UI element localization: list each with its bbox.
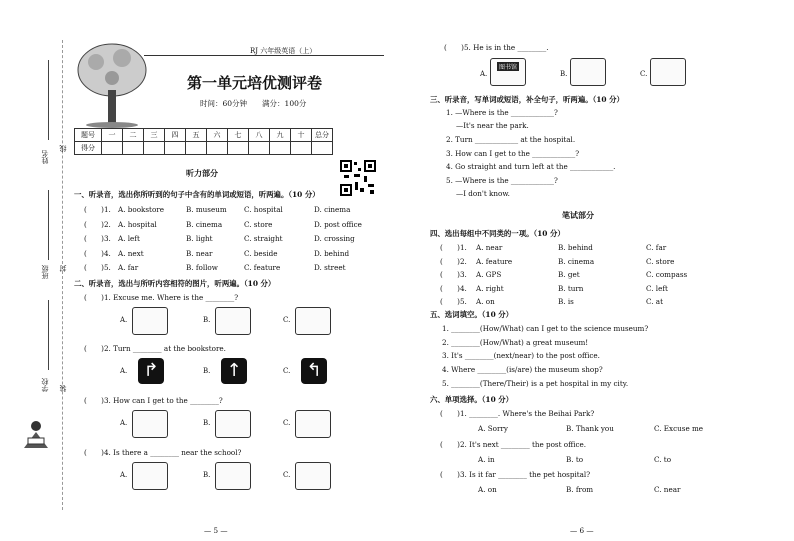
sec3-title: 三、听录音，写单词或短语，补全句子，听两遍。（10 分） — [430, 95, 624, 104]
option-b: B. museum — [186, 205, 227, 214]
building-picture — [295, 307, 331, 335]
fill-line: 4. Where ________(is/are) the museum shop? — [442, 365, 603, 375]
option-a: A. far — [118, 263, 139, 272]
option-b: B. light — [186, 234, 213, 243]
building-picture — [215, 307, 251, 335]
option-d: D. street — [314, 263, 346, 272]
building-picture — [295, 462, 331, 490]
qr-code[interactable] — [340, 160, 376, 196]
score-cell[interactable] — [270, 142, 291, 155]
question-text: ( )4. Is there a ________ near the school? — [84, 448, 242, 457]
building-picture — [295, 410, 331, 438]
fill-line: 5. —Where is the ____________? — [446, 176, 558, 185]
item-number[interactable]: ( )3. — [84, 234, 111, 243]
score-header-cell: 六 — [207, 129, 228, 142]
question-text: ( )2. It's next ________ the post office. — [440, 439, 587, 449]
r-q5-question: ( )5. He is in the ________. — [444, 43, 549, 52]
score-header-cell: 四 — [165, 129, 186, 142]
option-b[interactable]: B. from — [566, 485, 594, 494]
option-c: C. straight — [244, 234, 283, 243]
library-sign: 图书馆 — [499, 64, 518, 71]
fill-line: 3. It's ________(next/near) to the post office. — [442, 351, 600, 361]
direction-sign-icon: ↰ — [301, 358, 327, 384]
question-text: ( )1. ________. Where's the Beihai Park? — [440, 409, 595, 418]
score-header-cell: 十 — [291, 129, 312, 142]
option-b: B. behind — [558, 243, 593, 252]
item-number[interactable]: ( )4. — [440, 283, 467, 293]
class-label: 班级 — [41, 265, 49, 279]
option-c: C. far — [646, 243, 667, 252]
question-text: ( )2. Turn ________ at the bookstore. — [84, 344, 226, 353]
item-number[interactable]: ( )1. — [440, 243, 467, 252]
score-cell[interactable] — [249, 142, 270, 155]
item-number[interactable]: ( )5. — [440, 297, 467, 306]
option-c: C. hospital — [244, 205, 283, 214]
score-header-cell: 五 — [186, 129, 207, 142]
score-header-cell: 九 — [270, 129, 291, 142]
option-d: D. post office — [314, 219, 362, 229]
building-picture — [132, 307, 168, 335]
option-c: C. beside — [244, 248, 278, 258]
page-number-right: — 6 — — [570, 526, 594, 535]
option-a: A. near — [476, 243, 503, 252]
score-cell[interactable] — [165, 142, 186, 155]
line-char: 线 — [59, 145, 67, 152]
binding-line — [62, 40, 63, 510]
fill-line: —I don't know. — [456, 189, 510, 198]
option-a: A. bookstore — [118, 205, 164, 214]
building-picture — [215, 410, 251, 438]
option-letter[interactable]: A. — [120, 367, 128, 375]
score-header-cell: 一 — [102, 129, 123, 142]
option-a[interactable]: A. on — [478, 485, 497, 494]
fill-line: 1. —Where is the ____________? — [446, 108, 558, 117]
score-header-cell: 题号 — [75, 129, 102, 142]
option-letter[interactable]: C. — [640, 70, 648, 78]
option-letter[interactable]: C. — [283, 367, 291, 375]
score-header-cell: 七 — [228, 129, 249, 142]
option-letter[interactable]: A. — [120, 316, 128, 324]
option-c: C. store — [646, 256, 675, 266]
item-number[interactable]: ( )4. — [84, 248, 111, 258]
fill-line: 2. Turn ____________ at the hospital. — [446, 135, 576, 144]
option-letter[interactable]: A. — [480, 70, 488, 78]
option-b: B. near — [186, 248, 213, 258]
school-label: 学校 — [41, 378, 49, 392]
question-text: ( )3. Is it far ________ the pet hospital? — [440, 470, 591, 479]
option-b: B. cinema — [558, 256, 595, 266]
name-underline — [48, 60, 49, 140]
listening-heading: 听力部分 — [186, 169, 218, 178]
score-cell[interactable] — [207, 142, 228, 155]
score-cell[interactable] — [102, 142, 123, 155]
option-d: D. crossing — [314, 234, 355, 243]
building-picture — [132, 410, 168, 438]
written-heading: 笔试部分 — [562, 211, 594, 220]
building-picture — [215, 462, 251, 490]
item-number[interactable]: ( )3. — [440, 270, 467, 279]
sec2-title: 二、听录音，选出与所听内容相符的图片，听两遍。（10 分） — [74, 279, 276, 288]
score-cell[interactable] — [291, 142, 312, 155]
grade-badge: RJ 六年级英语（上） — [250, 47, 317, 55]
option-b[interactable]: B. Thank you — [566, 424, 614, 433]
score-header-cell: 八 — [249, 129, 270, 142]
option-c[interactable]: C. Excuse me — [654, 424, 704, 433]
option-letter[interactable]: C. — [283, 419, 291, 427]
item-number[interactable]: ( )1. — [84, 205, 111, 214]
tree-illustration — [72, 40, 152, 128]
score-header-cell: 三 — [144, 129, 165, 142]
option-c[interactable]: C. near — [654, 485, 681, 494]
option-b: B. turn — [558, 283, 584, 293]
sec5-title: 五、选词填空。（10 分） — [430, 310, 514, 319]
sec6-title: 六、单项选择。（10 分） — [430, 395, 514, 404]
option-letter[interactable]: A. — [120, 419, 128, 427]
exam-meta: 时间：60分钟 满分：100分 — [200, 99, 307, 108]
building-picture — [490, 58, 526, 86]
option-letter[interactable]: C. — [283, 316, 291, 324]
option-letter[interactable]: B. — [203, 471, 211, 479]
option-b: B. is — [558, 297, 574, 306]
page-number-left: — 5 — — [204, 526, 228, 535]
bind-char: 装 — [59, 385, 67, 392]
score-header-cell: 二 — [123, 129, 144, 142]
option-b: B. cinema — [186, 219, 223, 229]
option-a: A. next — [118, 248, 144, 258]
fill-line: 5. ________(There/Their) is a pet hospital in my city. — [442, 378, 629, 388]
option-letter[interactable]: B. — [203, 316, 211, 324]
score-cell[interactable] — [144, 142, 165, 155]
option-c: C. feature — [244, 263, 281, 272]
header-rule — [144, 55, 384, 56]
fill-line: 4. Go straight and turn left at the ____________. — [446, 162, 616, 171]
option-c: C. compass — [646, 270, 688, 279]
option-a: A. left — [118, 234, 140, 243]
option-d: D. behind — [314, 248, 350, 258]
option-c: C. left — [646, 283, 668, 293]
option-b: B. follow — [186, 263, 218, 272]
direction-sign-icon: ↱ — [138, 358, 164, 384]
score-row-label: 得分 — [75, 142, 102, 155]
option-b[interactable]: B. to — [566, 454, 584, 464]
sec4-title: 四、选出每组中不同类的一项。（10 分） — [430, 229, 565, 238]
question-text: ( )3. How can I get to the ________? — [84, 396, 223, 405]
option-letter[interactable]: B. — [203, 419, 211, 427]
fill-line: —It's near the park. — [456, 121, 529, 130]
option-letter[interactable]: B. — [203, 367, 211, 375]
fill-line: 1. ________(How/What) can I get to the science museum? — [442, 324, 649, 333]
question-text: ( )1. Excuse me. Where is the ________? — [84, 293, 239, 302]
class-underline — [48, 190, 49, 260]
option-d: D. cinema — [314, 205, 351, 214]
building-picture — [650, 58, 686, 86]
option-c: C. store — [244, 219, 273, 229]
score-cell[interactable] — [312, 142, 333, 155]
score-cell[interactable] — [228, 142, 249, 155]
option-c[interactable]: C. to — [654, 454, 672, 464]
direction-sign-icon: ↑ — [221, 358, 247, 384]
option-a: A. GPS — [476, 270, 502, 279]
option-b: B. get — [558, 270, 580, 279]
option-a[interactable]: A. Sorry — [478, 424, 508, 433]
score-cell[interactable] — [123, 142, 144, 155]
seal-char: 封 — [59, 265, 67, 272]
building-picture — [132, 462, 168, 490]
option-letter[interactable]: A. — [120, 471, 128, 479]
option-a: A. hospital — [118, 219, 157, 229]
page-title: 第一单元培优测评卷 — [187, 74, 323, 92]
score-table — [74, 128, 333, 155]
name-label: 姓名 — [41, 150, 49, 164]
score-header-cell: 总分 — [312, 129, 333, 142]
option-a: A. on — [476, 297, 495, 306]
reading-kid-icon — [18, 418, 54, 450]
item-number[interactable]: ( )2. — [440, 256, 467, 266]
option-letter[interactable]: B. — [560, 70, 568, 78]
score-cell[interactable] — [186, 142, 207, 155]
item-number[interactable]: ( )5. — [84, 263, 111, 272]
fill-line: 2. ________(How/What) a great museum! — [442, 337, 589, 347]
option-a[interactable]: A. in — [478, 454, 495, 464]
school-underline — [48, 300, 49, 370]
sec1-title: 一、听录音，选出你所听到的句子中含有的单词或短语，听两遍。（10 分） — [74, 190, 320, 199]
option-letter[interactable]: C. — [283, 471, 291, 479]
option-c: C. at — [646, 297, 663, 306]
building-picture — [570, 58, 606, 86]
option-a: A. feature — [476, 256, 513, 266]
fill-line: 3. How can I get to the ____________? — [446, 149, 580, 158]
option-a: A. right — [476, 283, 504, 293]
item-number[interactable]: ( )2. — [84, 219, 111, 229]
